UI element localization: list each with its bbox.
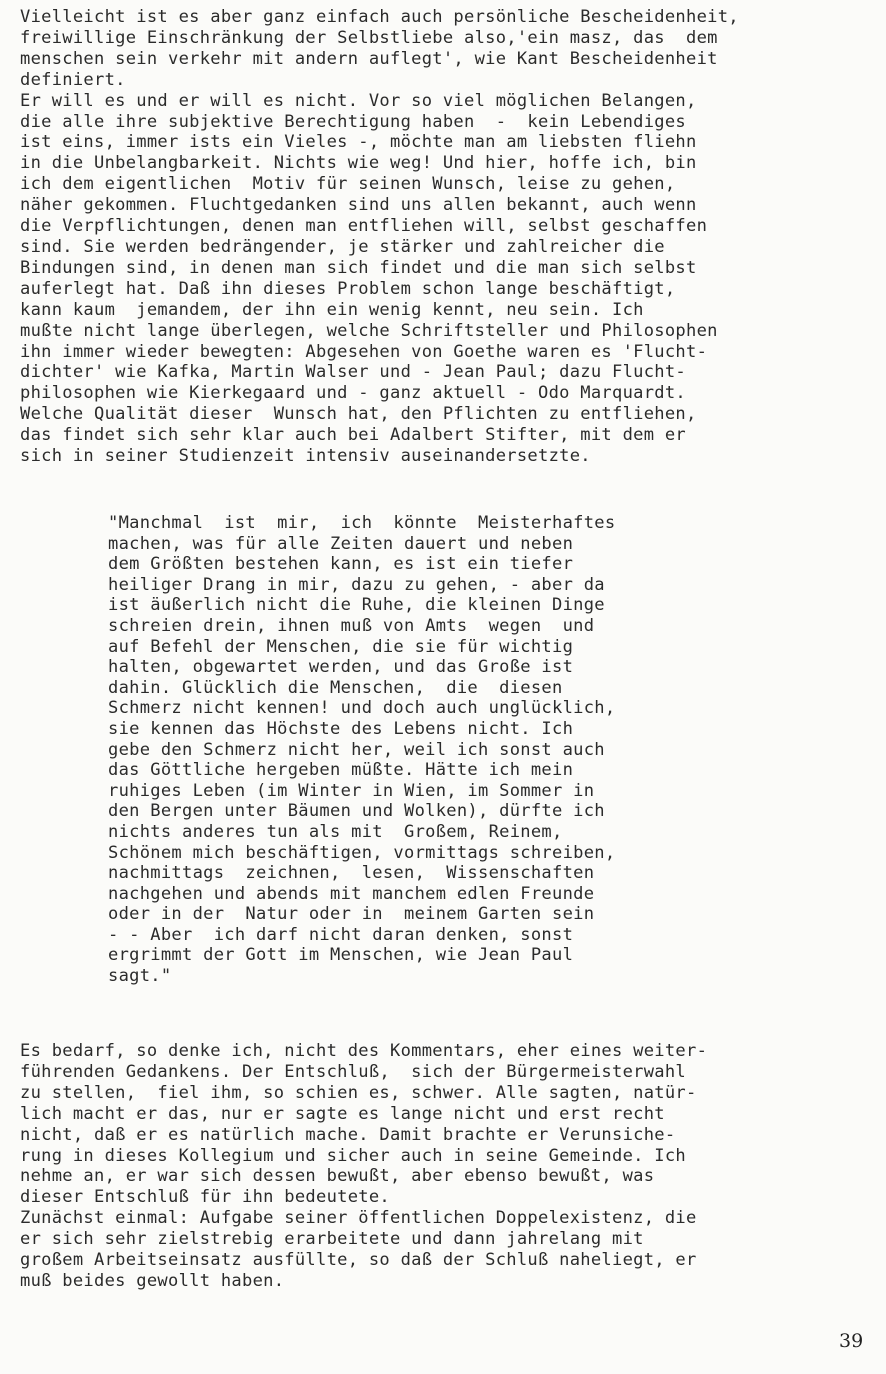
text-line: - - Aber ich darf nicht daran denken, sonst xyxy=(108,924,574,945)
text-line: menschen sein verkehr mit andern auflegt', wie Kant Bescheidenheit xyxy=(20,48,718,69)
text-line: sie kennen das Höchste des Lebens nicht. Ich xyxy=(108,718,574,739)
text-line: philosophen wie Kierkegaard und - ganz aktuell - Odo Marquardt. xyxy=(20,383,686,404)
text-line: dieser Entschluß für ihn bedeutete. xyxy=(20,1187,390,1208)
text-line: "Manchmal ist mir, ich könnte Meisterhaftes xyxy=(108,513,616,533)
text-line: heiliger Drang in mir, dazu zu gehen, - aber da xyxy=(108,574,605,595)
text-line: großem Arbeitseinsatz ausfüllte, so daß der Schluß naheliegt, er xyxy=(20,1250,697,1271)
text-line: das findet sich sehr klar auch bei Adalbert Stifter, mit dem er xyxy=(20,425,686,446)
text-line: mußte nicht lange überlegen, welche Schriftsteller und Philosophen xyxy=(20,320,718,341)
text-line: Er will es und er will es nicht. Vor so viel möglichen Belangen, xyxy=(20,90,697,111)
text-line: sagt." xyxy=(108,966,172,987)
text-line: machen, was für alle Zeiten dauert und neben xyxy=(108,533,574,554)
text-line: sind. Sie werden bedrängender, je stärker und zahlreicher die xyxy=(20,236,665,257)
text-line: ergrimmt der Gott im Menschen, wie Jean Paul xyxy=(108,945,574,966)
text-line: dahin. Glücklich die Menschen, die diesen xyxy=(108,677,563,698)
text-line: Zunächst einmal: Aufgabe seiner öffentlichen Doppelexistenz, die xyxy=(20,1208,697,1229)
text-line: dem Größten bestehen kann, es ist ein tiefer xyxy=(108,554,574,575)
text-line: nachgehen und abends mit manchem edlen Freunde xyxy=(108,883,595,904)
text-line: lich macht er das, nur er sagte es lange nicht und erst recht xyxy=(20,1103,665,1124)
text-line: er sich sehr zielstrebig erarbeitete und dann jahrelang mit xyxy=(20,1229,644,1250)
text-line: schreien drein, ihnen muß von Amts wegen und xyxy=(108,615,595,636)
text-line: auf Befehl der Menschen, die sie für wichtig xyxy=(108,636,574,657)
text-line: Es bedarf, so denke ich, nicht des Kommentars, eher eines weiter- xyxy=(20,1041,708,1061)
text-line: Schmerz nicht kennen! und doch auch unglücklich, xyxy=(108,698,616,719)
text-line: gebe den Schmerz nicht her, weil ich sonst auch xyxy=(108,739,605,760)
paragraph-1 xyxy=(20,7,739,467)
text-line: Vielleicht ist es aber ganz einfach auch persönliche Bescheidenheit, xyxy=(20,7,739,27)
text-line: halten, obgewartet werden, und das Große ist xyxy=(108,657,574,678)
text-line: führenden Gedankens. Der Entschluß, sich der Bürgermeisterwahl xyxy=(20,1061,686,1082)
text-line: ruhiges Leben (im Winter in Wien, im Sommer in xyxy=(108,780,595,801)
text-line: die Verpflichtungen, denen man entfliehen will, selbst geschaffen xyxy=(20,216,708,237)
text-line: Welche Qualität dieser Wunsch hat, den Pflichten zu entfliehen, xyxy=(20,404,697,425)
text-line: definiert. xyxy=(20,69,126,90)
text-line: kann kaum jemandem, der ihn ein wenig kennt, neu sein. Ich xyxy=(20,299,644,320)
text-line: Schönem mich beschäftigen, vormittags schreiben, xyxy=(108,842,616,863)
text-line: ihn immer wieder bewegten: Abgesehen von Goethe waren es 'Flucht- xyxy=(20,341,708,362)
text-line: Bindungen sind, in denen man sich findet und die man sich selbst xyxy=(20,257,697,278)
text-line: in die Unbelangbarkeit. Nichts wie weg! Und hier, hoffe ich, bin xyxy=(20,153,697,174)
text-line: rung in dieses Kollegium und sicher auch in seine Gemeinde. Ich xyxy=(20,1145,686,1166)
text-line: ist eins, immer ists ein Vieles -, möchte man am liebsten fliehn xyxy=(20,132,697,153)
text-line: nehme an, er war sich dessen bewußt, aber ebenso bewußt, was xyxy=(20,1166,655,1187)
text-line: ich dem eigentlichen Motiv für seinen Wunsch, leise zu gehen, xyxy=(20,174,676,195)
text-line: auferlegt hat. Daß ihn dieses Problem schon lange beschäftigt, xyxy=(20,278,676,299)
text-line: näher gekommen. Fluchtgedanken sind uns allen bekannt, auch wenn xyxy=(20,195,697,216)
paragraph-2 xyxy=(20,1041,707,1292)
text-line: nicht, daß er es natürlich mache. Damit brachte er Verunsiche- xyxy=(20,1124,676,1145)
text-line: ist äußerlich nicht die Ruhe, die kleinen Dinge xyxy=(108,595,605,616)
stifter-quote-block xyxy=(108,513,615,987)
text-line: oder in der Natur oder in meinem Garten sein xyxy=(108,904,595,925)
text-line: die alle ihre subjektive Berechtigung haben - kein Lebendiges xyxy=(20,111,686,132)
text-line: sich in seiner Studienzeit intensiv auseinandersetzte. xyxy=(20,446,591,467)
text-line: zu stellen, fiel ihm, so schien es, schwer. Alle sagten, natür- xyxy=(20,1082,697,1103)
text-line: den Bergen unter Bäumen und Wolken), dürfte ich xyxy=(108,801,605,822)
text-line: muß beides gewollt haben. xyxy=(20,1270,285,1291)
text-line: dichter' wie Kafka, Martin Walser und - Jean Paul; dazu Flucht- xyxy=(20,362,686,383)
text-line: das Göttliche hergeben müßte. Hätte ich mein xyxy=(108,760,574,781)
text-line: nichts anderes tun als mit Großem, Reinem, xyxy=(108,821,563,842)
text-line: nachmittags zeichnen, lesen, Wissenschaften xyxy=(108,863,595,884)
text-line: freiwillige Einschränkung der Selbstliebe also,'ein masz, das dem xyxy=(20,27,718,48)
page-number: 39 xyxy=(839,1330,864,1352)
